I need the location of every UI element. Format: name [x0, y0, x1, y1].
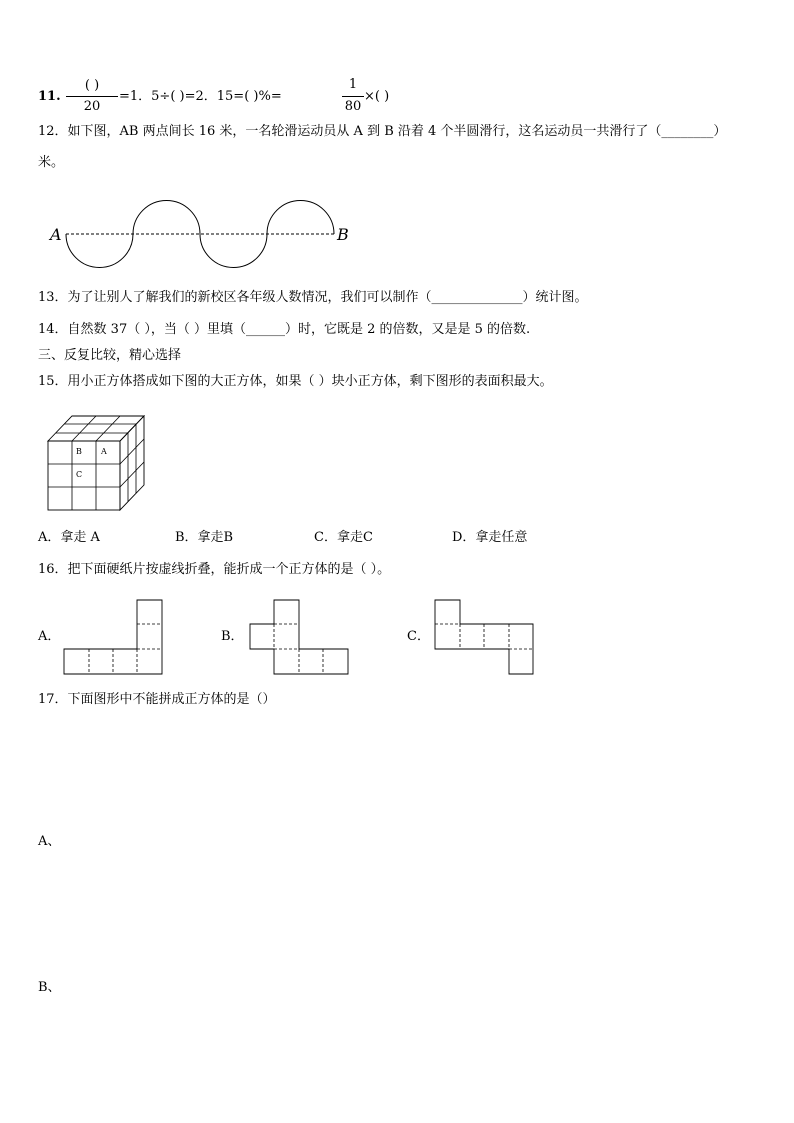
- q11-fraction1-denominator: 20: [83, 99, 101, 114]
- q15-option-a: A．拿走 A: [38, 530, 100, 545]
- q11-middle-text: =1．5÷( )=2．15=( )%=: [119, 89, 282, 104]
- q17-text: 17．下面图形中不能拼成正方体的是（）: [38, 692, 276, 707]
- q13-text: 13．为了让别人了解我们的新校区各年级人数情况，我们可以制作（______________）统计图。: [38, 290, 588, 305]
- q11-tail-text: ×( ): [364, 89, 390, 104]
- q16-label-a: A．: [38, 629, 61, 644]
- q17-label-b: B、: [38, 980, 61, 995]
- q15-option-d: D．拿走任意: [452, 530, 528, 545]
- q16-text: 16．把下面硬纸片按虚线折叠，能折成一个正方体的是（ ）。: [38, 562, 391, 577]
- point-b-label: B: [337, 225, 349, 244]
- q15-text: 15．用小正方体搭成如下图的大正方体，如果（ ）块小正方体，剩下图形的表面积最大。: [38, 374, 553, 389]
- q12-text-line1: 12．如下图，AB 两点间长 16 米，一名轮滑运动员从 A 到 B 沿着 4 个半圆滑行，这名运动员一共滑行了（________）: [38, 124, 727, 139]
- q11-number: 11.: [38, 89, 61, 104]
- q17-label-a: A、: [38, 834, 61, 849]
- q14-text: 14．自然数 37（ ），当（ ）里填（______）时，它既是 2 的倍数，又是是 5 的倍数.: [38, 322, 531, 337]
- q16-label-b: B．: [221, 629, 244, 644]
- q16-label-c: C．: [407, 629, 430, 644]
- q11-fraction2-denominator: 80: [344, 99, 362, 114]
- q11-fraction1-numerator: ( ): [84, 78, 100, 93]
- cube-label-c: C: [76, 470, 83, 479]
- net-c: [435, 600, 533, 674]
- point-a-label: A: [50, 225, 62, 244]
- section3-heading: 三、反复比较，精心选择: [38, 348, 182, 363]
- net-a: [64, 600, 162, 674]
- q11-fraction2-numerator: 1: [348, 77, 358, 92]
- q15-option-c: C．拿走C: [314, 530, 373, 545]
- q15-option-b: B．拿走B: [175, 530, 234, 545]
- cube-label-a: A: [101, 447, 107, 456]
- net-b: [250, 600, 348, 674]
- cube-label-b: B: [76, 447, 82, 456]
- q12-text-line2: 米。: [38, 155, 65, 170]
